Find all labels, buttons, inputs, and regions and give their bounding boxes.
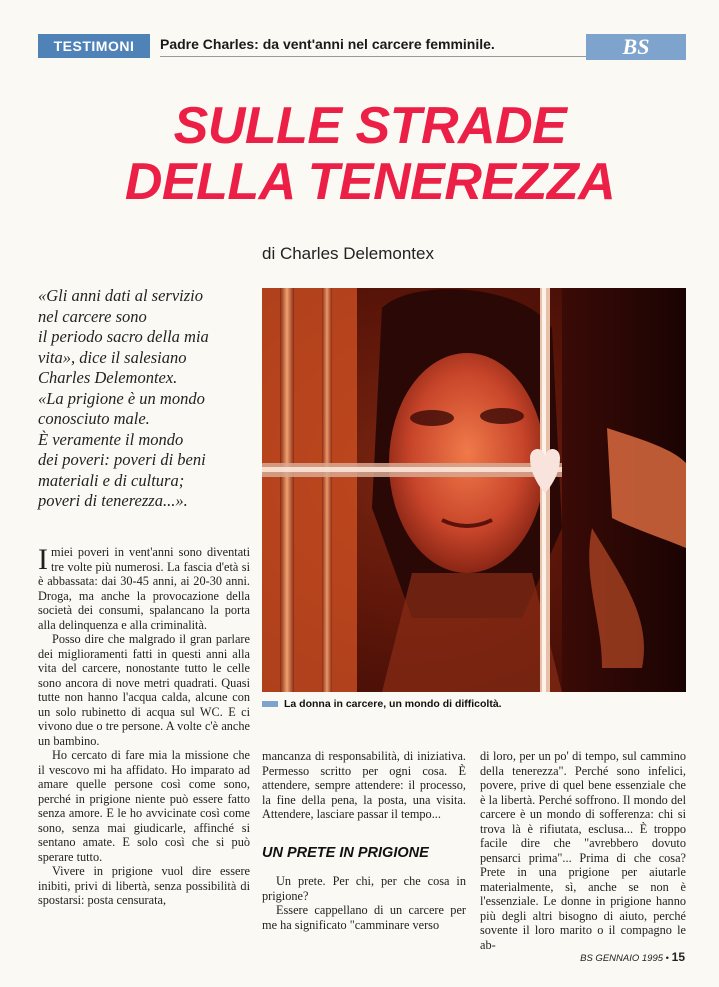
body-paragraph: mancanza di responsabilità, di iniziativa. Permesso scritto per ogni cosa. È attendere, sempre attendere: il processo, la fine della pena, la posta, una visita. Attendere, lasciare passar il tempo...: [262, 749, 466, 821]
page-footer: [580, 950, 685, 964]
drop-cap: I: [38, 543, 48, 576]
lead-line: È veramente il mondo: [38, 429, 184, 449]
caption-marker: [262, 701, 278, 707]
section-subheading: UN PRETE IN PRIGIONE: [262, 844, 429, 861]
page-number: 15: [671, 950, 685, 964]
header-title: Padre Charles: da vent'anni nel carcere femminile.: [160, 36, 495, 52]
lead-line: vita», dice il salesiano: [38, 347, 187, 367]
body-paragraph: Ho cercato di fare mia la missione che il vescovo mi ha affidato. Ho imparato ad amare quelle persone così come sono, perché in prigione niente può essere fatto senza amore. E le ho avvicinate così come sono, senza mai giudicarle, affinché si sentano amate. E solo così che si può sperare tutto.: [38, 748, 250, 864]
lead-line: dei poveri: poveri di beni: [38, 450, 206, 469]
headline-line-2: DELLA TENEREZZA: [124, 153, 616, 211]
body-column-1: [38, 545, 250, 908]
byline: di Charles Delemontex: [262, 244, 434, 263]
body-paragraph: Essere cappellano di un carcere per me ha significato "camminare verso: [262, 903, 466, 932]
lead-line: nel carcere sono: [38, 306, 147, 326]
caption-text: La donna in carcere, un mondo di difficoltà.: [284, 698, 502, 710]
headline-line-1: SULLE STRADE: [173, 97, 567, 155]
article-photo: [262, 288, 686, 692]
lead-line: Charles Delemontex.: [38, 368, 178, 387]
lead-line: il periodo sacro della mia: [38, 327, 209, 346]
body-paragraph: Posso dire che malgrado il gran parlare dei miglioramenti fatti in questi anni alla vita del carcere, nonostante tutto le celle sono ancora di nove metri quadrati. Quasi tutte non hanno l'acqua calda, alcune con un solo rubinetto di acqua sul WC. E ci vivono due o tre persone. A volte c'è anche un bambino.: [38, 632, 250, 748]
footer-publication: BS GENNAIO 1995: [580, 953, 664, 964]
footer-separator: •: [665, 953, 669, 964]
lead-line: «La prigione è un mondo: [38, 388, 205, 408]
lead-line: conosciuto male.: [38, 409, 150, 428]
section-tag: TESTIMONI: [38, 34, 150, 58]
header-rule: [160, 56, 618, 57]
body-paragraph: Vivere in prigione vuol dire essere inibiti, privi di libertà, senza possibilità di spostarsi: posta censurata,: [38, 864, 250, 907]
lead-line: poveri di tenerezza...».: [38, 491, 188, 510]
headline: [70, 98, 670, 210]
magazine-logo: BS: [586, 34, 686, 60]
body-paragraph: Un prete. Per chi, per che cosa in prigione?: [262, 874, 466, 903]
body-paragraph: Imiei poveri in vent'anni sono diventati tre volte più numerosi. La fascia d'età si è abbassata: dai 30-45 anni, ai 20-30 anni. Droga, ma anche la provocazione della società dei consumi, spalancano la porta alla delinquenza e alla criminalità.: [38, 543, 250, 632]
article-header: [38, 34, 686, 60]
lead-line: materiali e di cultura;: [38, 470, 185, 490]
lead-quote: [38, 286, 250, 512]
photo-caption: [262, 698, 502, 712]
body-column-3: [480, 749, 686, 952]
body-paragraph: di loro, per un po' di tempo, sul cammino della tenerezza". Perché sono infelici, povere, prive di quel bene essenziale che è la libertà. Perché soffrono. Il mondo del carcere è un mondo di sofferenza: chi si trova là è rifiutata, esclusa... È troppo facile dire che "avrebbero dovuto pensarci prima"... Prima di che cosa? Prete in una prigione per aiutarle materialmente, sì, anche se non è l'essenziale. Le donne in prigione hanno più degli altri bisogno di aiuto, perché sovente il loro marito o il compagno le ab-: [480, 749, 686, 952]
lead-line: «Gli anni dati al servizio: [38, 286, 203, 305]
body-column-2: [262, 749, 466, 932]
woman-behind-bars-photo: [262, 288, 686, 692]
